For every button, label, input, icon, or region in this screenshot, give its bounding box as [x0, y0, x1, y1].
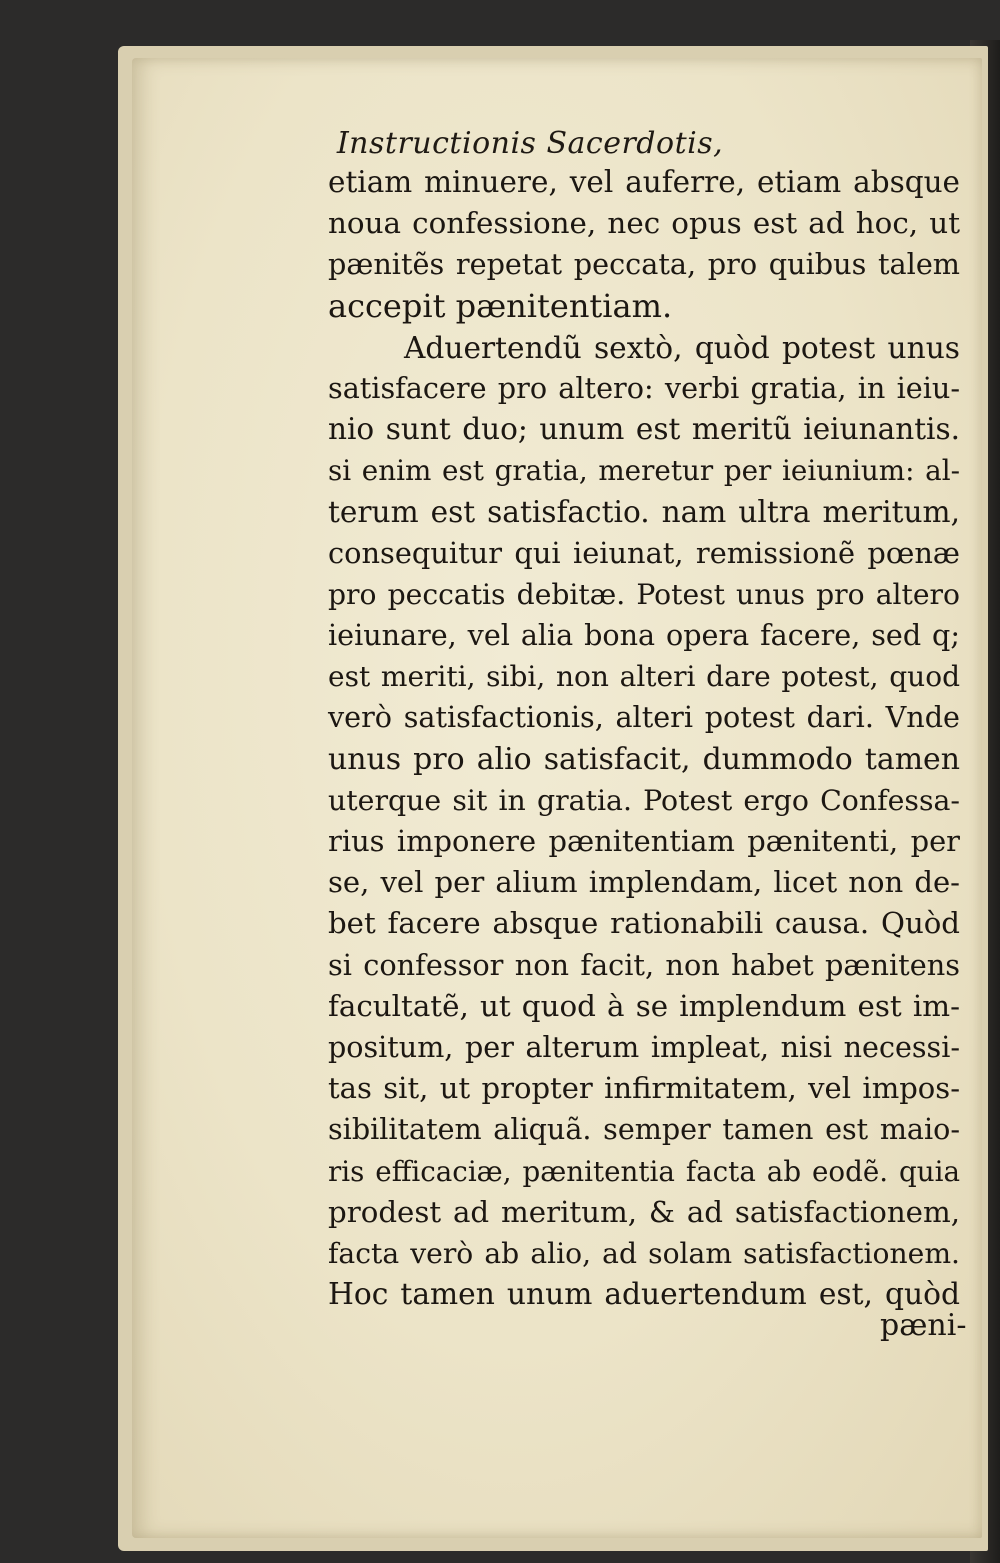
- text-line: prodest ad meritum, & ad satisfactionem,: [328, 1194, 960, 1229]
- text-line: noua confessione, nec opus est ad hoc, ut: [328, 206, 960, 241]
- text-line: nio sunt duo; unum est meritũ ieiunantis.: [328, 412, 960, 447]
- body-text: [328, 162, 960, 1315]
- text-line: rius imponere pænitentiam pænitenti, per: [328, 824, 960, 858]
- text-line: verò satisfactionis, alteri potest dari. Vnde: [328, 700, 960, 735]
- text-line: se, vel per alium implendam, licet non de-: [328, 865, 960, 900]
- text-line: uterque sit in gratia. Potest ergo Confessa-: [328, 783, 960, 817]
- catchword: pæni-: [880, 1308, 967, 1343]
- running-head: Instructionis Sacerdotis,: [336, 126, 724, 161]
- text-line: accepit pænitentiam.: [328, 286, 673, 325]
- text-line: etiam minuere, vel auferre, etiam absque: [328, 165, 960, 199]
- text-line: Aduertendũ sextò, quòd potest unus: [404, 329, 960, 365]
- text-line: ris efficaciæ, pænitentia facta ab eodẽ. quia: [328, 1154, 960, 1188]
- text-line: facultatẽ, ut quod à se implendum est im-: [328, 988, 960, 1023]
- text-line: terum est satisfactio. nam ultra meritum,: [328, 494, 960, 529]
- text-line: unus pro alio satisfacit, dummodo tamen: [328, 741, 960, 777]
- text-line: si confessor non facit, non habet pænitens: [328, 947, 960, 982]
- text-line: consequitur qui ieiunat, remissionẽ pœnæ: [328, 535, 960, 570]
- text-line: tas sit, ut propter infirmitatem, vel impos-: [328, 1071, 960, 1106]
- text-line: facta verò ab alio, ad solam satisfactionem.: [328, 1236, 960, 1270]
- text-line: ieiunare, vel alia bona opera facere, sed q;: [328, 618, 960, 653]
- text-line: bet facere absque rationabili causa. Quòd: [328, 906, 960, 941]
- text-line: satisfacere pro altero: verbi gratia, in ieiu-: [328, 370, 960, 405]
- text-line: sibilitatem aliquã. semper tamen est maio-: [328, 1112, 960, 1147]
- text-line: pænitẽs repetat peccata, pro quibus talem: [328, 247, 960, 282]
- text-line: si enim est gratia, meretur per ieiunium: al-: [328, 454, 960, 488]
- text-line: pro peccatis debitæ. Potest unus pro altero: [328, 577, 960, 611]
- text-line: Hoc tamen unum aduertendum est, quòd: [328, 1277, 960, 1313]
- text-line: positum, per alterum impleat, nisi necessi-: [328, 1029, 960, 1064]
- text-line: est meriti, sibi, non alteri dare potest, quod: [328, 660, 960, 694]
